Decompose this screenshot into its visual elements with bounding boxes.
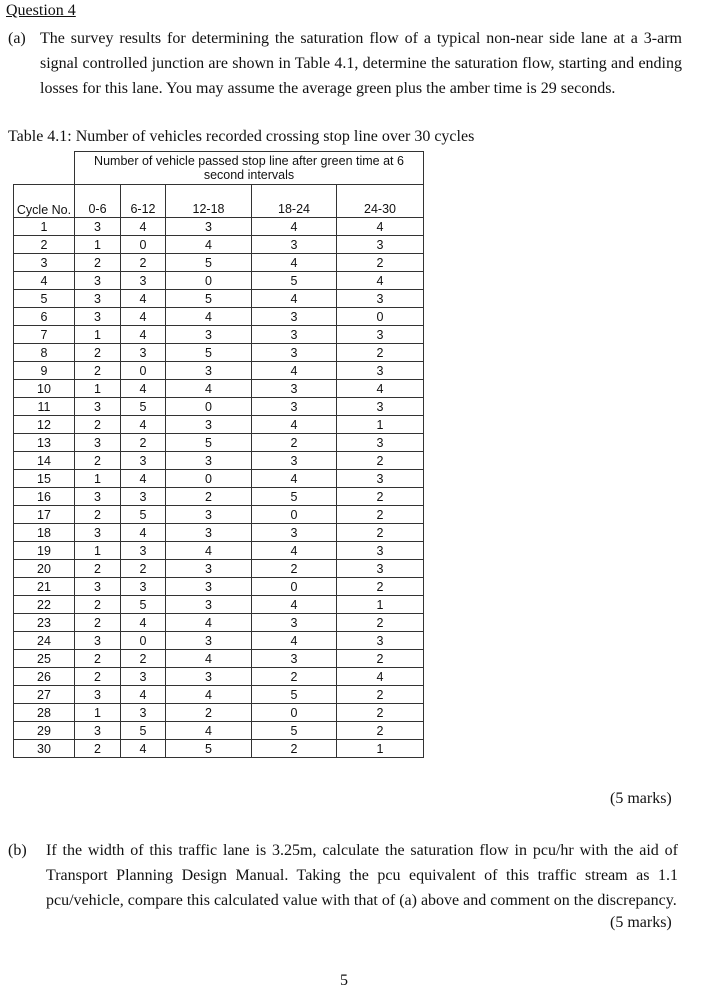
vehicle-count-cell: 5 [166, 740, 252, 758]
vehicle-count-cell: 2 [166, 704, 252, 722]
vehicle-count-cell: 3 [166, 668, 252, 686]
vehicle-count-cell: 4 [166, 722, 252, 740]
vehicle-count-cell: 1 [75, 542, 121, 560]
table-row [14, 416, 424, 434]
cycle-number-cell: 12 [14, 416, 75, 434]
table-row [14, 632, 424, 650]
vehicle-count-cell: 3 [75, 632, 121, 650]
vehicle-count-cell: 3 [121, 578, 166, 596]
cycle-number-cell: 7 [14, 326, 75, 344]
vehicle-count-cell: 3 [121, 542, 166, 560]
cycle-number-cell: 14 [14, 452, 75, 470]
vehicle-count-cell: 3 [75, 308, 121, 326]
vehicle-count-cell: 4 [121, 740, 166, 758]
question-title: Question 4 [6, 2, 76, 19]
vehicle-count-cell: 4 [337, 218, 424, 236]
vehicle-count-cell: 2 [75, 740, 121, 758]
vehicle-count-cell: 2 [75, 452, 121, 470]
vehicle-count-cell: 3 [121, 488, 166, 506]
page-number: 5 [340, 972, 348, 989]
cycle-number-cell: 8 [14, 344, 75, 362]
vehicle-count-cell: 1 [75, 326, 121, 344]
vehicle-count-cell: 2 [121, 650, 166, 668]
table-row [14, 362, 424, 380]
vehicle-count-cell: 2 [337, 452, 424, 470]
table-row [14, 542, 424, 560]
vehicle-count-cell: 5 [166, 434, 252, 452]
vehicle-count-cell: 4 [252, 470, 337, 488]
vehicle-count-cell: 3 [166, 218, 252, 236]
vehicle-count-cell: 3 [252, 398, 337, 416]
table-row [14, 380, 424, 398]
vehicle-count-cell: 0 [166, 470, 252, 488]
vehicle-count-cell: 3 [252, 308, 337, 326]
vehicle-count-table [13, 151, 424, 758]
vehicle-count-cell: 3 [166, 560, 252, 578]
table-row [14, 308, 424, 326]
vehicle-count-cell: 3 [75, 434, 121, 452]
vehicle-count-cell: 0 [166, 398, 252, 416]
vehicle-count-cell: 4 [166, 686, 252, 704]
vehicle-count-cell: 4 [252, 254, 337, 272]
vehicle-count-cell: 4 [252, 290, 337, 308]
cycle-number-cell: 10 [14, 380, 75, 398]
table-row [14, 596, 424, 614]
vehicle-count-cell: 3 [252, 344, 337, 362]
cycle-number-cell: 4 [14, 272, 75, 290]
vehicle-count-cell: 4 [121, 218, 166, 236]
vehicle-count-cell: 3 [166, 506, 252, 524]
table-row [14, 218, 424, 236]
vehicle-count-cell: 0 [252, 704, 337, 722]
vehicle-count-cell: 3 [75, 722, 121, 740]
vehicle-count-cell: 3 [121, 668, 166, 686]
table-row [14, 398, 424, 416]
vehicle-count-cell: 0 [337, 308, 424, 326]
table-row [14, 470, 424, 488]
cycle-number-cell: 21 [14, 578, 75, 596]
cycle-number-cell: 13 [14, 434, 75, 452]
vehicle-count-cell: 2 [337, 506, 424, 524]
vehicle-count-cell: 4 [121, 380, 166, 398]
table-row [14, 290, 424, 308]
table-row [14, 740, 424, 758]
table-row [14, 326, 424, 344]
cycle-number-cell: 17 [14, 506, 75, 524]
vehicle-count-cell: 2 [75, 596, 121, 614]
vehicle-count-cell: 3 [252, 236, 337, 254]
vehicle-count-cell: 5 [121, 506, 166, 524]
interval-header: 18-24 [252, 185, 337, 218]
vehicle-count-cell: 3 [166, 524, 252, 542]
part-a-label: (a) [8, 30, 26, 47]
cycle-number-cell: 25 [14, 650, 75, 668]
vehicle-count-cell: 4 [121, 614, 166, 632]
vehicle-count-cell: 3 [121, 344, 166, 362]
vehicle-count-cell: 4 [337, 380, 424, 398]
part-a-text: The survey results for determining the saturation flow of a typical non-near side lane at a 3-arm signal controlled junction are shown in Table 4.1, determine the saturation flow, starting and ending losses for this lane. You may assume the average green plus the amber time is 29 seconds. [40, 30, 682, 97]
part-b-marks: (5 marks) [610, 914, 672, 931]
vehicle-count-cell: 3 [337, 632, 424, 650]
vehicle-count-cell: 5 [121, 722, 166, 740]
vehicle-count-cell: 3 [166, 596, 252, 614]
cycle-number-cell: 5 [14, 290, 75, 308]
vehicle-count-cell: 3 [337, 362, 424, 380]
vehicle-count-cell: 0 [121, 236, 166, 254]
interval-header: 0-6 [75, 185, 121, 218]
table-row [14, 578, 424, 596]
table-row [14, 236, 424, 254]
table-row [14, 560, 424, 578]
vehicle-count-cell: 3 [121, 272, 166, 290]
vehicle-count-cell: 4 [252, 362, 337, 380]
cycle-number-cell: 19 [14, 542, 75, 560]
cycle-number-cell: 23 [14, 614, 75, 632]
vehicle-count-cell: 0 [166, 272, 252, 290]
vehicle-count-cell: 4 [166, 542, 252, 560]
vehicle-count-cell: 4 [121, 290, 166, 308]
vehicle-count-cell: 3 [166, 416, 252, 434]
vehicle-count-cell: 4 [166, 236, 252, 254]
vehicle-count-cell: 5 [252, 488, 337, 506]
vehicle-count-cell: 4 [121, 416, 166, 434]
cycle-number-cell: 27 [14, 686, 75, 704]
cycle-number-cell: 26 [14, 668, 75, 686]
vehicle-count-cell: 2 [337, 650, 424, 668]
table-row [14, 704, 424, 722]
vehicle-count-cell: 4 [337, 272, 424, 290]
cycle-number-cell: 18 [14, 524, 75, 542]
vehicle-count-cell: 2 [337, 254, 424, 272]
vehicle-count-cell: 2 [75, 254, 121, 272]
part-b-text: If the width of this traffic lane is 3.25m, calculate the saturation flow in pcu/hr with the aid of Transport Planning Design Manual. Taking the pcu equivalent of this traffic stream as 1.1 pcu/vehicle, compare this calculated value with that of (a) above and comment on the discrepancy. [46, 842, 678, 909]
cycle-number-cell: 1 [14, 218, 75, 236]
vehicle-count-cell: 2 [337, 722, 424, 740]
vehicle-count-cell: 2 [75, 650, 121, 668]
vehicle-count-cell: 2 [337, 488, 424, 506]
vehicle-count-cell: 2 [75, 614, 121, 632]
vehicle-count-cell: 1 [337, 416, 424, 434]
vehicle-count-cell: 3 [166, 632, 252, 650]
table-body [14, 218, 424, 758]
vehicle-count-cell: 3 [121, 704, 166, 722]
vehicle-count-cell: 3 [121, 452, 166, 470]
vehicle-count-cell: 3 [337, 434, 424, 452]
cycle-number-cell: 11 [14, 398, 75, 416]
vehicle-count-cell: 2 [337, 344, 424, 362]
vehicle-count-cell: 3 [337, 542, 424, 560]
cycle-number-cell: 22 [14, 596, 75, 614]
vehicle-count-cell: 1 [75, 236, 121, 254]
vehicle-count-cell: 5 [166, 344, 252, 362]
vehicle-count-cell: 4 [252, 596, 337, 614]
vehicle-count-cell: 2 [75, 362, 121, 380]
vehicle-count-cell: 5 [252, 686, 337, 704]
vehicle-count-cell: 3 [75, 218, 121, 236]
vehicle-count-cell: 3 [75, 686, 121, 704]
vehicle-count-cell: 1 [75, 704, 121, 722]
vehicle-count-cell: 5 [252, 722, 337, 740]
vehicle-count-cell: 2 [75, 560, 121, 578]
cycle-number-cell: 2 [14, 236, 75, 254]
table-caption: Table 4.1: Number of vehicles recorded crossing stop line over 30 cycles [8, 128, 475, 145]
cycle-number-cell: 24 [14, 632, 75, 650]
cycle-number-cell: 6 [14, 308, 75, 326]
vehicle-count-cell: 4 [252, 542, 337, 560]
table-row [14, 254, 424, 272]
vehicle-count-cell: 4 [252, 632, 337, 650]
vehicle-count-cell: 5 [166, 254, 252, 272]
part-a-marks: (5 marks) [610, 790, 672, 807]
vehicle-count-cell: 3 [252, 452, 337, 470]
vehicle-count-cell: 2 [337, 614, 424, 632]
vehicle-count-cell: 1 [337, 740, 424, 758]
vehicle-count-cell: 3 [252, 326, 337, 344]
vehicle-count-cell: 3 [75, 578, 121, 596]
span-header: Number of vehicle passed stop line after green time at 6 second intervals [75, 152, 424, 185]
part-a [8, 26, 688, 126]
vehicle-count-cell: 5 [252, 272, 337, 290]
vehicle-count-cell: 2 [252, 434, 337, 452]
vehicle-count-cell: 4 [166, 308, 252, 326]
table-row [14, 650, 424, 668]
cycle-number-cell: 20 [14, 560, 75, 578]
vehicle-count-cell: 4 [166, 614, 252, 632]
vehicle-count-cell: 3 [75, 524, 121, 542]
vehicle-count-cell: 0 [252, 578, 337, 596]
vehicle-count-cell: 2 [252, 560, 337, 578]
cycle-number-cell: 15 [14, 470, 75, 488]
vehicle-count-cell: 3 [75, 290, 121, 308]
cycle-number-cell: 3 [14, 254, 75, 272]
vehicle-count-cell: 4 [121, 524, 166, 542]
header-corner [14, 152, 75, 185]
table-row [14, 506, 424, 524]
vehicle-count-cell: 3 [337, 236, 424, 254]
vehicle-count-cell: 2 [75, 506, 121, 524]
table-row [14, 614, 424, 632]
vehicle-count-cell: 2 [252, 668, 337, 686]
vehicle-count-cell: 2 [121, 254, 166, 272]
table-row [14, 434, 424, 452]
cycle-number-cell: 30 [14, 740, 75, 758]
cycle-number-cell: 28 [14, 704, 75, 722]
vehicle-count-cell: 2 [166, 488, 252, 506]
part-b [8, 838, 688, 938]
vehicle-count-cell: 2 [337, 686, 424, 704]
vehicle-count-cell: 4 [121, 470, 166, 488]
vehicle-count-cell: 4 [252, 218, 337, 236]
vehicle-count-cell: 4 [166, 650, 252, 668]
table-row [14, 452, 424, 470]
vehicle-count-cell: 3 [75, 398, 121, 416]
table-row [14, 686, 424, 704]
vehicle-count-cell: 4 [252, 416, 337, 434]
table-header-row-1 [14, 152, 424, 185]
interval-header: 12-18 [166, 185, 252, 218]
vehicle-count-cell: 2 [337, 704, 424, 722]
vehicle-count-cell: 3 [166, 362, 252, 380]
cycle-number-cell: 29 [14, 722, 75, 740]
vehicle-count-cell: 3 [75, 488, 121, 506]
vehicle-count-cell: 0 [252, 506, 337, 524]
vehicle-count-cell: 1 [75, 380, 121, 398]
table-header-row-2 [14, 185, 424, 218]
cycle-number-cell: 16 [14, 488, 75, 506]
vehicle-count-cell: 3 [166, 578, 252, 596]
vehicle-count-cell: 3 [337, 398, 424, 416]
vehicle-count-cell: 2 [337, 578, 424, 596]
vehicle-count-cell: 5 [166, 290, 252, 308]
vehicle-count-cell: 1 [337, 596, 424, 614]
table-row [14, 488, 424, 506]
vehicle-count-cell: 3 [75, 272, 121, 290]
vehicle-count-cell: 4 [166, 380, 252, 398]
vehicle-count-cell: 3 [166, 326, 252, 344]
vehicle-count-cell: 5 [121, 596, 166, 614]
interval-header: 6-12 [121, 185, 166, 218]
vehicle-count-cell: 4 [121, 686, 166, 704]
vehicle-count-cell: 2 [121, 434, 166, 452]
vehicle-count-cell: 2 [75, 668, 121, 686]
vehicle-count-cell: 3 [337, 470, 424, 488]
vehicle-count-cell: 4 [337, 668, 424, 686]
table-row [14, 524, 424, 542]
vehicle-count-cell: 2 [121, 560, 166, 578]
vehicle-count-cell: 3 [337, 560, 424, 578]
vehicle-count-cell: 3 [252, 650, 337, 668]
interval-header: 24-30 [337, 185, 424, 218]
vehicle-count-cell: 5 [121, 398, 166, 416]
vehicle-count-cell: 1 [75, 470, 121, 488]
vehicle-count-cell: 2 [75, 344, 121, 362]
vehicle-count-cell: 2 [75, 416, 121, 434]
vehicle-count-cell: 3 [252, 380, 337, 398]
vehicle-count-cell: 4 [121, 326, 166, 344]
vehicle-count-cell: 2 [337, 524, 424, 542]
table-row [14, 344, 424, 362]
vehicle-count-cell: 0 [121, 632, 166, 650]
table-row [14, 722, 424, 740]
vehicle-count-cell: 2 [252, 740, 337, 758]
table-row [14, 272, 424, 290]
vehicle-count-cell: 3 [252, 524, 337, 542]
vehicle-count-cell: 3 [252, 614, 337, 632]
cycle-header: Cycle No. [14, 185, 75, 218]
table-row [14, 668, 424, 686]
part-b-label: (b) [8, 842, 27, 859]
cycle-number-cell: 9 [14, 362, 75, 380]
vehicle-count-cell: 0 [121, 362, 166, 380]
vehicle-count-cell: 3 [337, 326, 424, 344]
vehicle-count-cell: 4 [121, 308, 166, 326]
vehicle-count-cell: 3 [166, 452, 252, 470]
vehicle-count-cell: 3 [337, 290, 424, 308]
